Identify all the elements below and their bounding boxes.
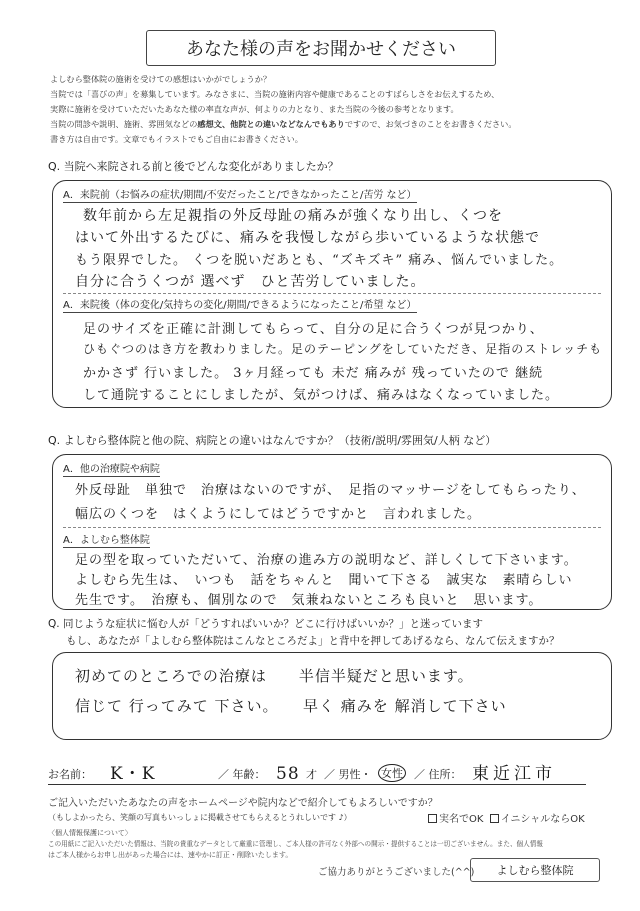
question-2: Q. よしむら整体院と他の院、病院との違いはなんですか？（技術/説明/雰囲気/人柄 など） — [48, 434, 497, 447]
handwritten-line: 信じて 行ってみて 下さい。 早く 痛みを 解消して下さい — [75, 697, 507, 715]
divider — [63, 293, 601, 294]
privacy-heading: 〈個人情報保護について〉 — [48, 829, 132, 837]
answer-label-after: A．来院後（体の変化/気持ちの変化/期間/できるようになったこと/希望 など） — [63, 296, 417, 313]
handwritten-line: ひもぐつのはき方を教わりました。足のテーピングをしていただき、足指のストレッチも — [83, 342, 603, 356]
intro-line: 書き方は自由です。文章でもイラストでもご自由にお書きください。 — [50, 134, 303, 144]
handwritten-line: 外反母趾 単独で 治療はないのですが、 足指のマッサージをしてもらったり、 — [75, 483, 586, 498]
handwritten-line: もう限界でした。 くつを脱いだあとも、“ズキズキ” 痛み、悩んでいました。 — [75, 253, 564, 268]
intro-bold-text: 感想文、他院との違いなどなんでもあり — [197, 119, 345, 129]
page-title: あなた様の声をお聞かせください — [146, 30, 496, 66]
intro-text — [50, 72, 610, 147]
age-unit: 才 — [306, 768, 317, 781]
name-label: お名前： — [48, 768, 92, 781]
age-label: ／ 年齢： — [218, 768, 266, 781]
intro-line: よしむら整体院の施術を受けての感想はいかがでしょうか？ — [50, 74, 272, 84]
consent-options — [428, 810, 585, 825]
address-value: 東近江市 — [472, 764, 556, 784]
question-1: Q. 当院へ来院される前と後でどんな変化がありましたか？ — [48, 160, 339, 173]
checkbox-real-name[interactable] — [428, 814, 437, 823]
answer-box-3 — [52, 652, 612, 740]
consent-note: （もしよかったら、笑顔の写真もいっしょに掲載させてもらえるとうれしいです ♪） — [48, 813, 352, 822]
intro-line: 当院では「喜びの声」を募集しています。みなさまに、当院の施術内容や健康であることのすばらしさをお伝えするため、 — [50, 89, 500, 99]
answer-label-other: A．他の治療院や病院 — [63, 460, 160, 477]
sex-label: ／ 男性・ — [324, 768, 372, 781]
thanks-text: ご協力ありがとうございました(^^) — [318, 867, 475, 878]
question-3-line2: もし、あなたが「よしむら整体院はこんなところだよ」と背中を押してあげるなら、なんて伝えますか？ — [66, 635, 560, 647]
divider — [63, 527, 601, 528]
intro-line: 実際に施術を受けていただいたあなた様の率直な声が、何よりの力となり、また当院の今後の参考となります。 — [50, 104, 459, 114]
option-real-name-label: 実名でOK — [439, 814, 484, 825]
intro-text-part: ですので、お気づきのことをお書きください。 — [344, 119, 517, 129]
consent-question: ご記入いただいたあなたの声をホームページや院内などで紹介してもよろしいですか？ — [48, 798, 438, 809]
answer-label-ours: A．よしむら整体院 — [63, 531, 150, 548]
handwritten-line: 足の型を取っていただいて、治療の進み方の説明など、詳しくして下さいます。 — [75, 553, 578, 568]
handwritten-line: かかさず 行いました。 3ヶ月経っても 未だ 痛みが 残っていたので 継続 — [83, 366, 544, 381]
privacy-line: この用紙にご記入いただいた情報は、当院の貴重なデータとして厳重に管理し、ご本人様の許可なく外部への開示・提供することは一切ございません。また、個人情報 — [48, 840, 543, 848]
option-initials-label: イニシャルならOK — [500, 814, 585, 825]
answer-box-2 — [52, 454, 612, 610]
handwritten-line: 幅広のくつを はくようにしてはどうですかと 言われました。 — [75, 507, 482, 522]
profile-row — [48, 760, 608, 786]
handwritten-line: 初めてのところでの治療は 半信半疑だと思います。 — [75, 667, 474, 685]
answer-label-before: A．来院前（お悩みの症状/期間/不安だったこと/できなかったこと/苦労 など） — [63, 186, 417, 203]
handwritten-line: よしむら先生は、 いつも 話をちゃんと 聞いて下さる 誠実な 素晴らしい — [75, 573, 573, 588]
address-label: ／ 住所： — [414, 768, 462, 781]
handwritten-line: 足のサイズを正確に計測してもらって、自分の足に合うくつが見つかり、 — [83, 322, 544, 337]
handwritten-line: はいて外出するたびに、痛みを我慢しながら歩いているような状態で — [75, 230, 540, 246]
intro-text-part: 当院の問診や説明、施術、雰囲気などの — [50, 119, 198, 129]
name-value: K・K — [110, 764, 156, 784]
handwritten-line: 自分に合うくつが 選べず ひと苦労していました。 — [75, 274, 426, 290]
handwritten-line: 先生です。 治療も、個別なので 気兼ねないところも良いと 思います。 — [75, 593, 543, 608]
age-value: 58 — [276, 764, 300, 784]
handwritten-line: 数年前から左足親指の外反母趾の痛みが強くなり出し、くつを — [83, 208, 503, 224]
sex-value-circled: 女性 — [378, 764, 406, 782]
handwritten-line: して通院することにしましたが、気がつけば、痛みはなくなっていました。 — [83, 388, 560, 403]
privacy-line: はご本人様からお申し出があった場合には、速やかに訂正・削除いたします。 — [48, 851, 293, 859]
question-3-line1: Q. 同じような症状に悩む人が「どうすればいいか？どこに行けばいいか？」と迷っています — [48, 618, 483, 630]
intro-line — [50, 117, 610, 132]
answer-box-1 — [52, 180, 612, 408]
checkbox-initials[interactable] — [490, 814, 499, 823]
clinic-name-box: よしむら整体院 — [470, 858, 600, 882]
profile-underline — [48, 784, 586, 785]
